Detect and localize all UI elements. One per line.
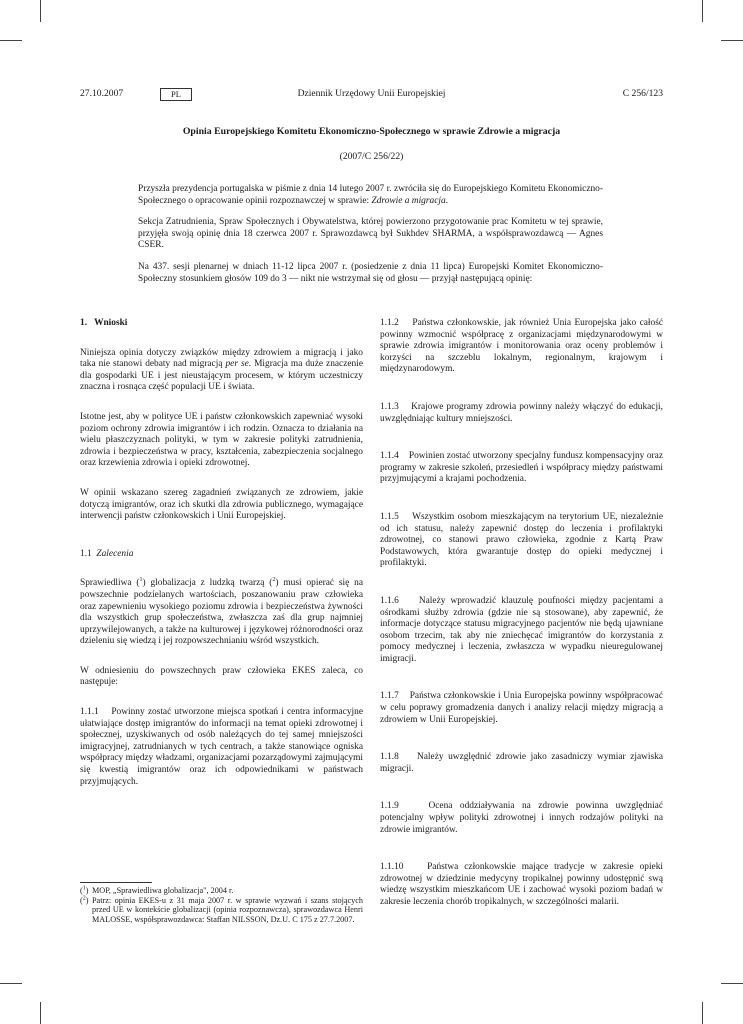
language-badge: PL: [160, 88, 192, 101]
numbered-paragraph: 1.1.6 Należy wprowadzić klauzulę poufności między pacjentami a ośrodkami służby zdrowia (gdzie nie są stosowane), aby zapewnić, że informacje dotyczące statusu migracyjnego pacjentów nie będą ujawniane osobom trzecim, tak aby nie zniechęcać imigrantów do korzystania z pomocy medycznej i leczenia, zwłaszcza w wypadku nieuregulowanej imigracji.: [380, 595, 664, 664]
numbered-paragraph: 1.1.1 Powinny zostać utworzone miejsca spotkań i centra informacyjne ułatwiające dostęp imigrantów do informacji na temat opieki zdrowotnej i społecznej, uzyskiwanych od osób należących do tej samej mniejszości imigracyjnej, zatrudnianych w tych centrach, a także stanowiące ogniska współpracy między władzami, organizacjami pozarządowymi zajmującymi się kwestią imigrantów oraz ich odpowiednikami w państwach przyjmujących.: [80, 707, 363, 787]
paragraph: Istotne jest, aby w polityce UE i państw członkowskich zapewniać wysoki poziom ochrony zdrowia imigrantów i ich rodzin. Oznacza to działania na wielu płaszczyznach polityki, w tym w zakresie polityki zatrudnienia, zdrowia i bezpieczeństwa w pracy, kształcenia, zabezpieczenia socjalnego oraz krzewienia zdrowia i opieki zdrowotnej.: [80, 411, 363, 469]
intro-paragraph: Sekcja Zatrudnienia, Spraw Społecznych i Obywatelstwa, której powierzono przygotowanie prac Komitetu w tej sprawie, przyjęła swoją opinię dnia 18 czerwca 2007 r. Sprawozdawcą był Sukhdev SHARMA, a współsprawozdawcą — Agnes CSER.: [138, 217, 603, 251]
page-header: [80, 88, 663, 102]
footnote-ref[interactable]: 2: [272, 577, 276, 584]
crop-mark: [0, 983, 22, 984]
document-title: Opinia Europejskiego Komitetu Ekonomiczno-Społecznego w sprawie Zdrowie a migracja: [182, 126, 561, 137]
footnote: ($^1$) MOP, „Sprawiedliwa globalizacja", 2004 r.: [80, 885, 234, 895]
crop-mark: [721, 40, 743, 41]
paragraph: W odniesieniu do powszechnych praw człowieka EKES zaleca, co następuje:: [80, 665, 363, 688]
paragraph: W opinii wskazano szereg zagadnień związanych ze zdrowiem, jakie dotyczą imigrantów, oraz ich skutki dla zdrowia publicznego, wymagające interwencji państw członkowskich i Unii Europejskiej.: [80, 487, 363, 522]
document-reference: (2007/C 256/22): [339, 151, 404, 162]
issue-date: 27.10.2007: [80, 88, 124, 99]
footnote: ($^2$) Patrz: opinia EKES-u z 31 maja 2007 r. w sprawie wyzwań i szans stojących przed UE w kontekście globalizacji (opinia rozpoznawcza), sprawozdawca Henri MALOSSE, współsprawozdawca: Staffan NILSSON, Dz.U. C 175 z 27.7.2007.: [80, 894, 363, 924]
numbered-paragraph: 1.1.2 Państwa członkowskie, jak również Unia Europejska jako całość powinny wzmocnić współpracę z organizacjami międzynarodowymi w sprawie zdrowia imigrantów i monitorowania oraz oceny problemów i korzyści na szczeblu lokalnym, regionalnym, krajowym i międzynarodowym.: [380, 318, 664, 375]
numbered-paragraph: 1.1.7 Państwa członkowskie i Unia Europejska powinny współpracować w celu poprawy gromadzenia danych i analizy relacji między migracją a zdrowiem w Unii Europejskiej.: [380, 691, 664, 725]
section-heading: 1. Wnioski: [80, 318, 128, 328]
numbered-paragraph: 1.1.9 Ocena oddziaływania na zdrowie powinna uwzględniać potencjalny wpływ polityki zdrowotnej i innych rodzajów polityki na zdrowie imigrantów.: [380, 801, 663, 835]
numbered-paragraph: 1.1.10 Państwa członkowskie mające tradycje w zakresie opieki zdrowotnej w dziedzinie medycyny tropikalnej powinny udostępnić swą wiedzę wszystkim mieszkańcom UE i zachować wysoki poziom badań w zakresie leczenia chorób tropikalnych, w szczególności malarii.: [380, 862, 664, 907]
crop-mark: [40, 0, 41, 22]
crop-mark: [702, 1002, 703, 1024]
paragraph: Sprawiedliwa ($^1$) globalizacja z ludzką twarzą ($^2$) musi opierać się na powszechnie podzielanych wartościach, poszanowaniu praw człowieka oraz zapewnieniu wysokiego poziomu zdrowia i bezpieczeństwa żywności dla wszystkich grup społeczeństwa, zwłaszcza zaś dla grup najmniej uprzywilejowanych, a także na kulturowej i językowej różnorodności oraz dzieleniu się wiedzą i jej rozpowszechnianiu wśród wszystkich.: [80, 577, 364, 647]
intro-section: [138, 184, 603, 295]
crop-mark: [721, 983, 743, 984]
footnotes: [80, 882, 363, 924]
page-reference: C 256/123: [622, 88, 663, 99]
footnote-divider: [80, 882, 152, 883]
intro-paragraph: Na 437. sesji plenarnej w dniach 11-12 lipca 2007 r. (posiedzenie z dnia 11 lipca) Europejski Komitet Ekonomiczno-Społeczny stosunkiem głosów 109 do 3 — nikt nie wstrzymał się od głosu — przyjął następującą opinię:: [138, 261, 603, 284]
subsection-heading: 1.1 Zalecenia: [80, 548, 134, 559]
paragraph: Niniejsza opinia dotyczy związków między zdrowiem a migracją i jako taka nie stanowi debaty nad migracją per se. Migracja ma duże znaczenie dla gospodarki UE i jest nieustającym procesem, w którym uczestniczy znaczna i rosnąca część populacji UE i świata.: [80, 347, 363, 393]
left-column: [80, 318, 363, 788]
numbered-paragraph: 1.1.4 Powinien zostać utworzony specjalny fundusz kompensacyjny oraz programy w zakresie szkoleń, przesiedleń i współpracy między państwami przyjmującymi a krajami pochodzenia.: [380, 451, 664, 485]
journal-name: Dziennik Urzędowy Unii Europejskiej: [297, 88, 446, 99]
crop-mark: [40, 1002, 41, 1024]
numbered-paragraph: 1.1.3 Krajowe programy zdrowia powinny należy włączyć do edukacji, uwzględniając kultury mniejszości.: [380, 401, 664, 424]
footnote-ref[interactable]: 1: [139, 577, 143, 584]
numbered-paragraph: 1.1.5 Wszystkim osobom mieszkającym na terytorium UE, niezależnie od ich statusu, należy zapewnić dostęp do leczenia i profilaktyki zdrowotnej, co stanowi prawo człowieka, zgodnie z Kartą Praw Podstawowych, która gwarantuje dostęp do opieki medycznej i profilaktyki.: [380, 511, 664, 569]
crop-mark: [702, 0, 703, 22]
crop-mark: [0, 40, 22, 41]
numbered-paragraph: 1.1.8 Należy uwzględnić zdrowie jako zasadniczy wymiar zjawiska migracji.: [380, 752, 664, 774]
intro-paragraph: Przyszła prezydencja portugalska w piśmie z dnia 14 lutego 2007 r. zwróciła się do Europejskiego Komitetu Ekonomiczno-Społecznego o opracowanie opinii rozpoznawczej w sprawie: Zdrowie a migracja.: [138, 184, 603, 206]
right-column: [380, 318, 663, 909]
